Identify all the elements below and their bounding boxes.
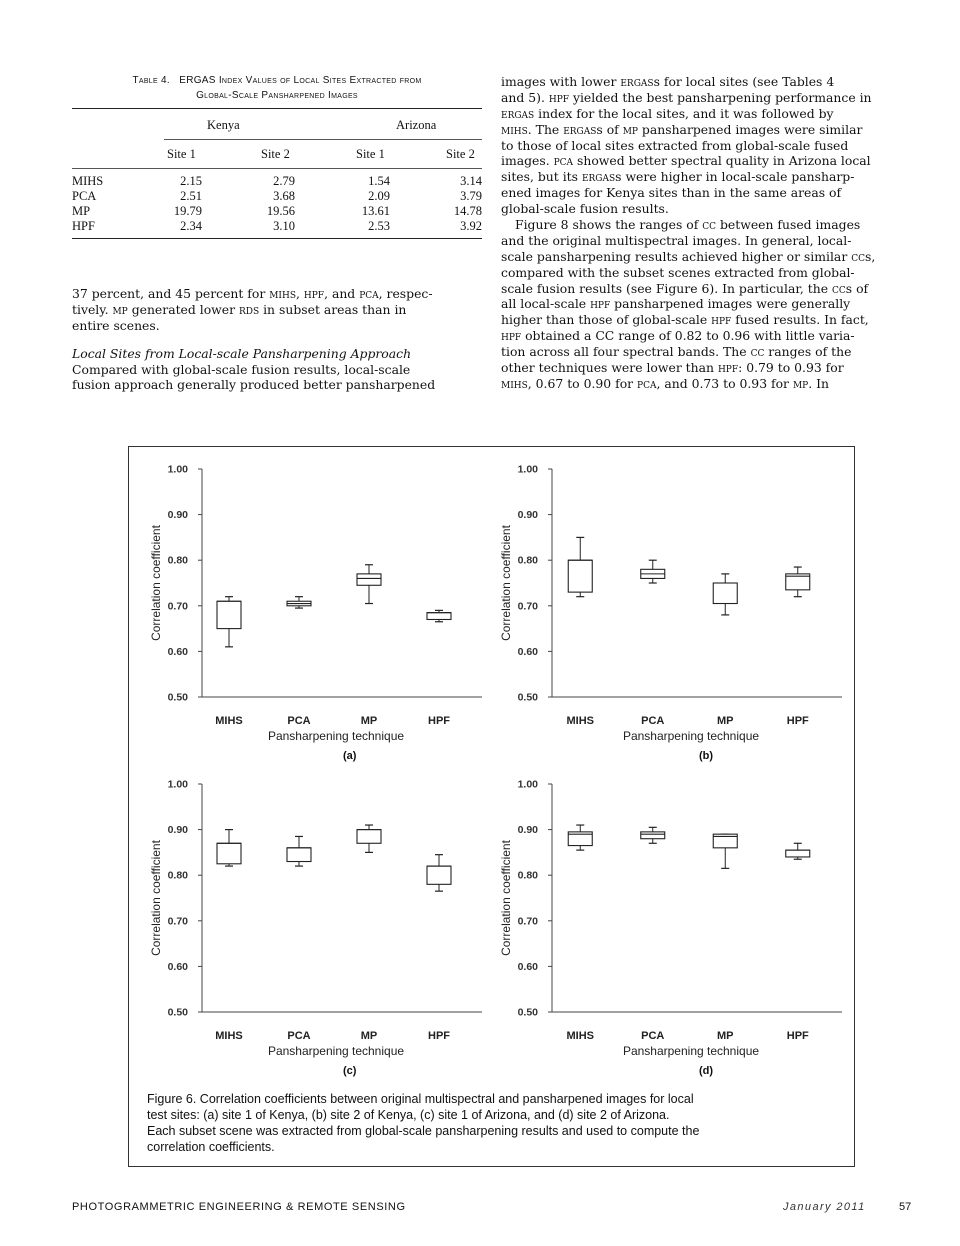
- table-cell: 13.61: [361, 204, 390, 218]
- x-tick-label: PCA: [287, 1030, 311, 1042]
- table-cell: 2.51: [180, 189, 202, 203]
- table-cell: 3.14: [460, 174, 482, 188]
- x-axis-label: Pansharpening technique: [622, 729, 760, 743]
- chart-c-svg: [140, 773, 480, 1073]
- right-p2-line5: scale fusion results (see Figure 6). In particular, the ccs of: [501, 280, 869, 296]
- x-tick-label: HPF: [786, 1030, 809, 1042]
- col-header-arizona-site2: Site 2: [446, 147, 475, 161]
- table-title-line2: Global-Scale Pansharpened Images: [196, 90, 358, 101]
- box-iqr: [427, 613, 451, 620]
- y-tick-label: 0.50: [517, 691, 538, 704]
- x-tick-label: MP: [717, 715, 734, 727]
- footer-date: January 2011: [783, 1201, 866, 1213]
- box-iqr: [786, 850, 810, 857]
- x-tick-label: MP: [360, 715, 378, 727]
- x-axis-label: Pansharpening technique: [267, 729, 405, 743]
- chart-a-svg: [140, 458, 480, 758]
- right-p1-line9: global-scale fusion results.: [501, 201, 669, 217]
- figure-caption-line1: Figure 6. Correlation coefficients between original multispectral and pansharpened images for local: [147, 1092, 694, 1106]
- y-axis-label: Correlation coefficient: [499, 840, 513, 956]
- table-cell: 1.54: [368, 174, 390, 188]
- y-tick-label: 0.90: [167, 509, 188, 522]
- chart-d-svg: [490, 773, 840, 1073]
- x-tick-label: MIHS: [566, 1030, 594, 1042]
- box-hpf: [786, 567, 810, 597]
- left-p2-line2: fusion approach generally produced better pansharpened: [72, 377, 436, 393]
- table-cell: 3.10: [273, 219, 295, 233]
- panel-label-b: (b): [699, 750, 714, 762]
- box-iqr: [641, 832, 665, 839]
- right-p1-line6: images. pca showed better spectral quality in Arizona local: [501, 153, 871, 169]
- y-axis-label: Correlation coefficient: [499, 525, 513, 641]
- box-iqr: [217, 601, 241, 628]
- table-caption-line1: [72, 73, 482, 88]
- table-top-rule: [72, 108, 482, 109]
- table-title-line1: ERGAS Index Values of Local Sites Extracted from: [179, 75, 422, 86]
- chart-panel-b: [490, 458, 840, 768]
- figure-caption-line3: Each subset scene was extracted from global-scale pansharpening results and used to compute the: [147, 1124, 700, 1138]
- right-p2-line2: and the original multispectral images. In general, local-: [501, 232, 852, 248]
- y-tick-label: 0.80: [167, 554, 188, 567]
- y-tick-label: 0.80: [167, 869, 188, 882]
- table-row-hpf-label: HPF: [72, 219, 95, 233]
- box-mihs: [568, 825, 592, 850]
- section-heading: Local Sites from Local-scale Pansharpening Approach: [72, 345, 412, 361]
- footer-page-number: 57: [899, 1201, 912, 1213]
- table-row-mihs-label: MIHS: [72, 174, 104, 188]
- x-tick-label: HPF: [428, 715, 450, 727]
- y-tick-label: 0.70: [517, 600, 538, 613]
- y-tick-label: 1.00: [167, 778, 188, 791]
- right-p2-line10: other techniques were lower than hpf: 0.79 to 0.93 for: [501, 360, 844, 376]
- x-tick-label: MIHS: [215, 715, 243, 727]
- box-hpf: [786, 843, 810, 859]
- y-axis-label: Correlation coefficient: [149, 840, 163, 956]
- x-tick-label: MP: [717, 1030, 734, 1042]
- right-p1-line4: mihs. The ergass of mp pansharpened images were similar: [501, 121, 863, 137]
- y-tick-label: 0.50: [167, 1006, 188, 1019]
- y-tick-label: 0.70: [167, 600, 188, 613]
- col-header-kenya-site2: Site 2: [261, 147, 290, 161]
- x-tick-label: PCA: [641, 1030, 665, 1042]
- chart-panel-a: [140, 458, 480, 768]
- y-tick-label: 1.00: [517, 778, 538, 791]
- box-mihs: [217, 830, 241, 866]
- figure-caption: [147, 1091, 837, 1155]
- x-tick-label: HPF: [428, 1030, 450, 1042]
- y-tick-label: 0.50: [167, 691, 188, 704]
- right-p2-line11: mihs, 0.67 to 0.90 for pca, and 0.73 to 0.93 for mp. In: [501, 375, 829, 391]
- header-rule: [72, 168, 482, 169]
- right-p2-line3: scale pansharpening results achieved higher or similar ccs,: [501, 248, 876, 264]
- left-p1-line2: tively. mp generated lower rds in subset areas than in: [72, 301, 407, 317]
- y-axis-label: Correlation coefficient: [149, 525, 163, 641]
- box-mihs: [568, 537, 592, 596]
- right-p2-line4: compared with the subset scenes extracted from global-: [501, 264, 855, 280]
- left-p1-line3: entire scenes.: [72, 317, 160, 333]
- x-tick-label: MP: [360, 1030, 378, 1042]
- table-caption: [72, 73, 482, 103]
- ergas-table: [72, 108, 482, 240]
- table-cell: 2.09: [368, 189, 390, 203]
- table-cell: 3.92: [460, 219, 482, 233]
- y-tick-label: 0.60: [517, 645, 538, 658]
- table-cell: 19.79: [173, 204, 202, 218]
- y-tick-label: 0.90: [517, 509, 538, 522]
- y-tick-label: 0.60: [517, 960, 538, 973]
- y-tick-label: 0.90: [517, 824, 538, 837]
- box-hpf: [427, 610, 451, 621]
- right-column-text: [501, 74, 913, 392]
- y-tick-label: 0.50: [517, 1006, 538, 1019]
- left-p2-line1: Compared with global-scale fusion results, local-scale: [72, 361, 411, 377]
- x-tick-label: HPF: [786, 715, 809, 727]
- right-p1-line3: ergas index for the local sites, and it was followed by: [501, 105, 834, 121]
- y-tick-label: 0.60: [167, 645, 188, 658]
- figure-caption-line4: correlation coefficients.: [147, 1140, 275, 1154]
- y-tick-label: 0.80: [517, 554, 538, 567]
- box-iqr: [357, 574, 381, 585]
- box-iqr: [357, 830, 381, 844]
- box-pca: [287, 597, 311, 608]
- chart-panel-c: [140, 773, 480, 1083]
- group-header-kenya: Kenya: [207, 118, 240, 132]
- y-tick-label: 1.00: [167, 463, 188, 476]
- y-tick-label: 0.60: [167, 960, 188, 973]
- y-tick-label: 0.70: [167, 915, 188, 928]
- x-tick-label: MIHS: [566, 715, 594, 727]
- box-mihs: [217, 597, 241, 647]
- right-p2-line9: tion across all four spectral bands. The cc ranges of the: [501, 344, 852, 360]
- chart-b-svg: [490, 458, 840, 758]
- right-p1-line2: and 5). hpf yielded the best pansharpening performance in: [501, 89, 872, 105]
- panel-label-c: (c): [343, 1065, 357, 1077]
- group-rule: [164, 139, 482, 140]
- figure-caption-line2: test sites: (a) site 1 of Kenya, (b) site 2 of Kenya, (c) site 1 of Arizona, and (d) site 2 of Arizona.: [147, 1108, 670, 1122]
- x-tick-label: PCA: [287, 715, 311, 727]
- table-row-mp-label: MP: [72, 204, 91, 218]
- right-p1-line5: to those of local sites extracted from global-scale fused: [501, 137, 849, 153]
- box-hpf: [427, 855, 451, 891]
- box-iqr: [287, 848, 311, 862]
- table-row-pca-label: PCA: [72, 189, 97, 203]
- col-header-kenya-site1: Site 1: [167, 147, 196, 161]
- box-mp: [713, 834, 737, 868]
- chart-panel-d: [490, 773, 840, 1083]
- table-cell: 3.79: [460, 189, 482, 203]
- box-iqr: [713, 583, 737, 604]
- right-p1-line8: ened images for Kenya sites than in the same areas of: [501, 185, 842, 201]
- box-iqr: [568, 560, 592, 592]
- box-pca: [641, 827, 665, 843]
- y-tick-label: 1.00: [517, 463, 538, 476]
- box-iqr: [217, 843, 241, 864]
- panel-label-d: (d): [699, 1065, 714, 1077]
- right-p2-line6: all local-scale hpf pansharpened images were generally: [501, 296, 851, 312]
- table-cell: 14.78: [453, 204, 482, 218]
- box-pca: [641, 560, 665, 583]
- y-tick-label: 0.90: [167, 824, 188, 837]
- group-header-arizona: Arizona: [396, 118, 437, 132]
- box-pca: [287, 836, 311, 866]
- right-p1-line7: sites, but its ergass were higher in local-scale pansharp-: [501, 169, 855, 185]
- x-tick-label: PCA: [641, 715, 665, 727]
- table-cell: 19.56: [266, 204, 295, 218]
- box-mp: [357, 825, 381, 852]
- col-header-arizona-site1: Site 1: [356, 147, 385, 161]
- y-tick-label: 0.80: [517, 869, 538, 882]
- right-p2-line7: higher than those of global-scale hpf fused results. In fact,: [501, 312, 869, 328]
- box-mp: [713, 574, 737, 615]
- x-axis-label: Pansharpening technique: [267, 1044, 405, 1058]
- box-iqr: [427, 866, 451, 884]
- footer-journal-name: PHOTOGRAMMETRIC ENGINEERING & REMOTE SENSING: [72, 1201, 406, 1213]
- table-cell: 2.53: [368, 219, 390, 233]
- right-p2-line8: hpf obtained a CC range of 0.82 to 0.96 with little varia-: [501, 328, 855, 344]
- left-column-text: [72, 286, 482, 393]
- panel-label-a: (a): [343, 750, 357, 762]
- table-bottom-rule: [72, 238, 482, 239]
- box-mp: [357, 565, 381, 604]
- table-cell: 2.34: [180, 219, 202, 233]
- table-cell: 3.68: [273, 189, 295, 203]
- x-tick-label: MIHS: [215, 1030, 243, 1042]
- right-p1-line1: images with lower ergass for local sites (see Tables 4: [501, 74, 835, 89]
- table-cell: 2.15: [180, 174, 202, 188]
- table-label: Table 4.: [132, 75, 170, 86]
- x-axis-label: Pansharpening technique: [622, 1044, 760, 1058]
- left-p1-line1: 37 percent, and 45 percent for mihs, hpf, and pca, respec-: [72, 286, 433, 301]
- table-cell: 2.79: [273, 174, 295, 188]
- right-p2-line1: Figure 8 shows the ranges of cc between fused images: [515, 217, 861, 233]
- y-tick-label: 0.70: [517, 915, 538, 928]
